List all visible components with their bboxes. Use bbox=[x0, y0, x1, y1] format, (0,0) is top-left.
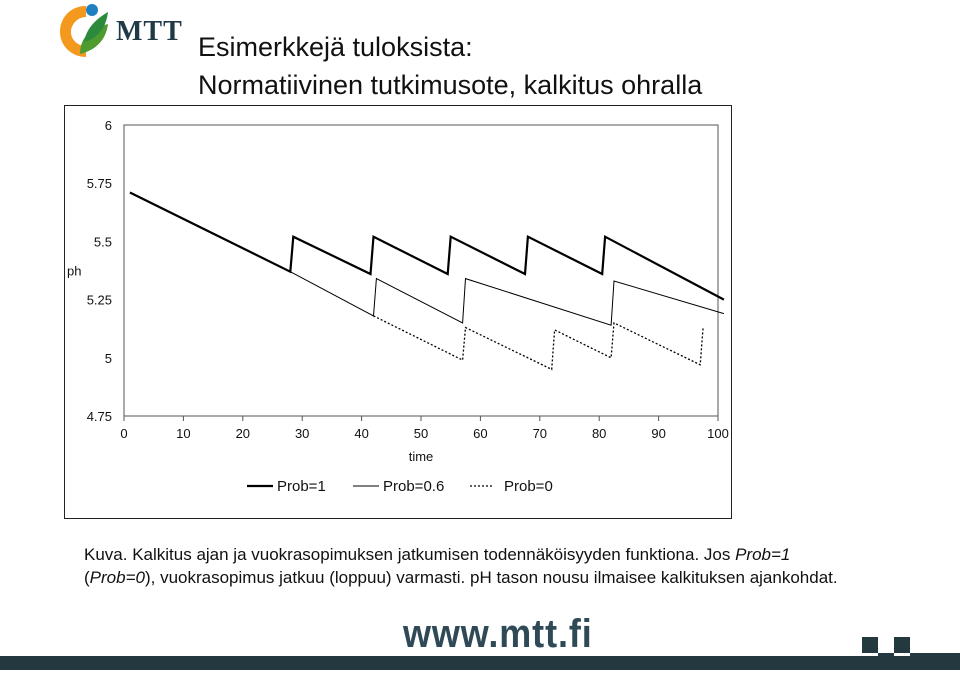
x-tick-label: 20 bbox=[235, 426, 251, 441]
y-axis-label: ph bbox=[67, 263, 82, 279]
series-line-prob-1 bbox=[130, 193, 724, 300]
x-tick-label: 40 bbox=[354, 426, 369, 441]
mtt-logo-mark bbox=[56, 2, 116, 60]
x-tick-label: 50 bbox=[413, 426, 429, 441]
caption-rest: ), vuokrasopimus jatkuu (loppuu) varmasti. pH tason nousu ilmaisee kalkituksen ajankohdat. bbox=[144, 568, 838, 587]
y-tick-label: 5.5 bbox=[93, 234, 112, 250]
caption-prob1: Prob=1 bbox=[735, 545, 791, 564]
x-tick-label: 30 bbox=[294, 426, 310, 441]
mtt-logo bbox=[56, 2, 186, 60]
series-line-prob-0-6 bbox=[290, 272, 724, 326]
legend-label: Prob=1 bbox=[277, 478, 326, 495]
y-tick-label: 5.25 bbox=[86, 292, 112, 308]
ph-chart bbox=[65, 106, 731, 518]
series-line-prob-0 bbox=[374, 316, 704, 370]
y-tick-label: 6 bbox=[104, 118, 112, 133]
chart-frame bbox=[64, 105, 732, 519]
caption-prob0: Prob=0 bbox=[89, 568, 145, 587]
legend-label: Prob=0 bbox=[504, 478, 553, 495]
slide-title bbox=[198, 28, 702, 104]
figure-caption: Kuva. Kalkitus ajan ja vuokrasopimuksen jatkumisen todennäköisyyden funktiona. Jos Prob=1 (Prob=0), vuokrasopimus jatkuu (loppuu) varmasti. pH tason nousu ilmaisee kalkituksen ajankohdat. bbox=[84, 545, 838, 587]
x-tick-label: 100 bbox=[707, 426, 729, 441]
title-line-2: Normatiivinen tutkimusote, kalkitus ohralla bbox=[198, 70, 703, 100]
x-tick-label: 80 bbox=[591, 426, 607, 441]
plot-area-border bbox=[124, 125, 718, 416]
y-tick-label: 5.75 bbox=[86, 176, 112, 192]
legend-label: Prob=0.6 bbox=[383, 478, 445, 495]
caption-lead: Kuva. Kalkitus ajan ja vuokrasopimuksen jatkumisen todennäköisyyden funktiona. Jos bbox=[84, 545, 736, 564]
footer-bar bbox=[0, 656, 960, 670]
x-tick-label: 10 bbox=[176, 426, 191, 441]
footer-squares-decoration bbox=[862, 637, 960, 670]
x-tick-label: 60 bbox=[473, 426, 488, 441]
x-tick-label: 0 bbox=[120, 426, 128, 441]
site-url: www.mtt.fi bbox=[403, 612, 593, 656]
x-tick-label: 90 bbox=[651, 426, 666, 441]
y-tick-label: 5 bbox=[104, 350, 112, 366]
y-tick-label: 4.75 bbox=[86, 409, 112, 424]
x-tick-label: 70 bbox=[532, 426, 548, 441]
logo-wordmark: MTT bbox=[116, 16, 183, 47]
x-axis-label: time bbox=[408, 449, 434, 464]
title-line-1: Esimerkkejä tuloksista: bbox=[198, 32, 473, 62]
